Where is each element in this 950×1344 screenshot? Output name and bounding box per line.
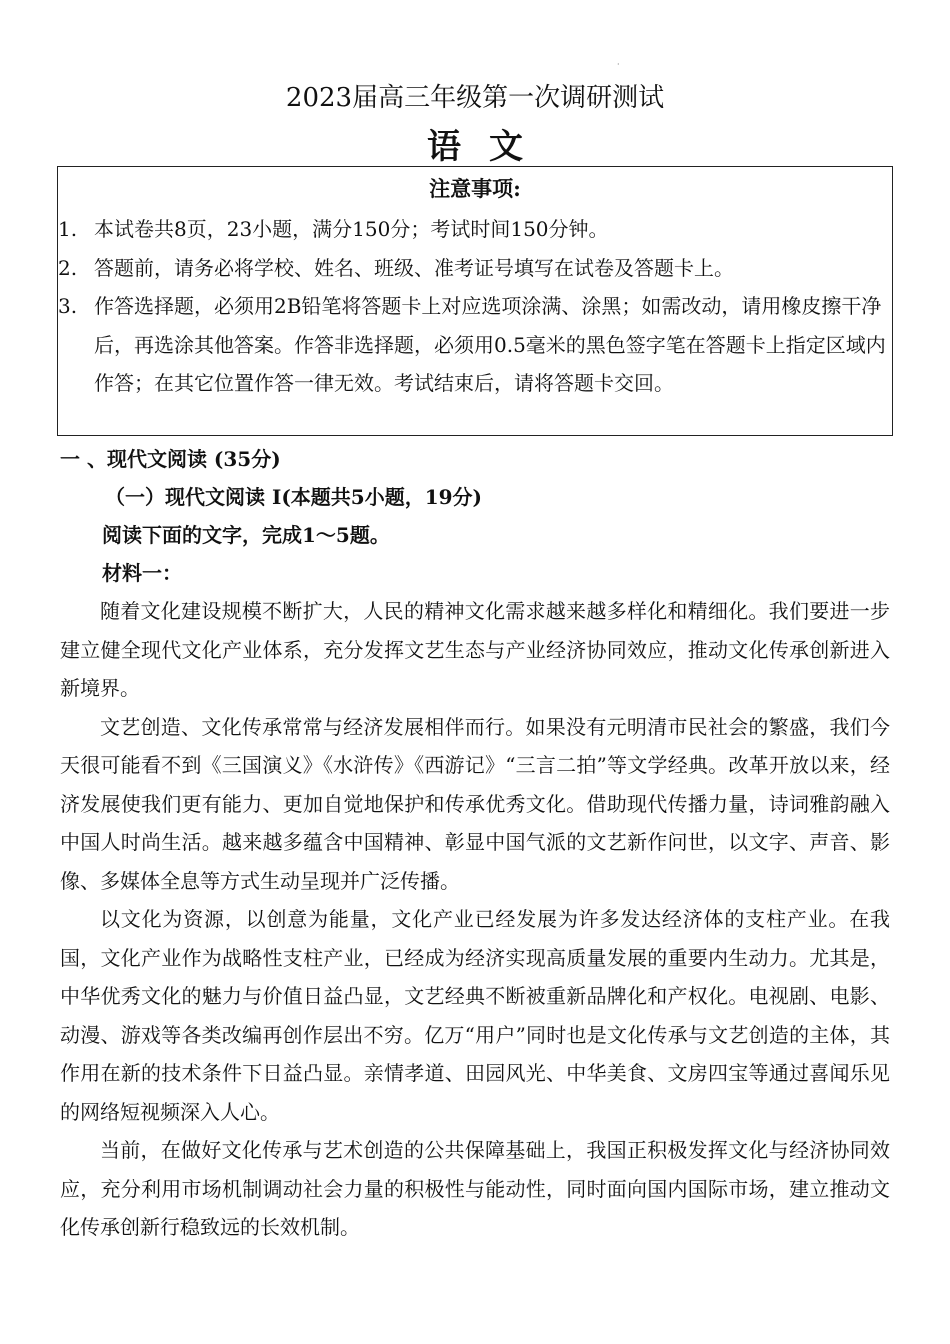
notice-item-number: 2. [58,255,78,280]
notice-item-text: 本试卷共8页，23小题，满分150分；考试时间150分钟。 [94,217,609,241]
notice-item-number: 3. [58,294,78,318]
paragraph: 随着文化建设规模不断扩大，人民的精神文化需求越来越多样化和精细化。我们要进一步建立健全现代文化产业体系，充分发挥文艺生态与产业经济协同效应，推动文化传承创新进入新境界。 [60,599,890,700]
section-heading: 一 、现代文阅读 (35分) [60,447,281,471]
subject-title: 语文 [427,127,551,167]
reading-instruction: 阅读下面的文字，完成1～5题。 [102,523,390,547]
notice-item-number: 1. [58,217,78,241]
notice-list [58,210,892,403]
notice-item [58,249,892,288]
notice-box [57,166,893,436]
notice-item [58,287,892,403]
notice-item [58,210,892,249]
scan-mark: · [617,60,620,69]
exam-title: 2023届高三年级第一次调研测试 [285,83,665,113]
paragraph: 文艺创造、文化传承常常与经济发展相伴而行。如果没有元明清市民社会的繁盛，我们今天很可能看不到《三国演义》《水浒传》《西游记》“三言二拍”等文学经典。改革开放以来，经济发展使我们更有能力、更加自觉地保护和传承优秀文化。借助现代传播力量，诗词雅韵融入中国人时尚生活。越来越多蕴含中国精神、彰显中国气派的文艺新作问世，以文字、声音、影像、多媒体全息等方式生动呈现并广泛传播。 [60,714,890,893]
paragraph: 以文化为资源，以创意为能量，文化产业已经发展为许多发达经济体的支柱产业。在我国，文化产业作为战略性支柱产业，已经成为经济实现高质量发展的重要内生动力。尤其是，中华优秀文化的魅力与价值日益凸显，文艺经典不断被重新品牌化和产权化。电视剧、电影、动漫、游戏等各类改编再创作层出不穷。亿万“用户”同时也是文化传承与文艺创造的主体，其作用在新的技术条件下日益凸显。亲情孝道、田园风光、中华美食、文房四宝等通过喜闻乐见的网络短视频深入人心。 [60,907,890,1124]
subsection-heading: （一）现代文阅读 I(本题共5小题，19分) [105,485,482,509]
notice-title: 注意事项: [429,176,521,201]
notice-item-text: 答题前，请务必将学校、姓名、班级、准考证号填写在试卷及答题卡上。 [94,255,734,280]
material-label: 材料一： [102,561,182,585]
paragraph: 当前，在做好文化传承与艺术创造的公共保障基础上，我国正积极发挥文化与经济协同效应，充分利用市场机制调动社会力量的积极性与能动性，同时面向国内国际市场，建立推动文化传承创新行稳致远的长效机制。 [60,1138,890,1239]
material-text [60,592,890,1247]
notice-item-text: 作答选择题，必须用2B铅笔将答题卡上对应选项涂满、涂黑；如需改动，请用橡皮擦干净后，再选涂其他答案。作答非选择题，必须用0.5毫米的黑色签字笔在答题卡上指定区域内作答；在其它位置作答一律无效。考试结束后，请将答题卡交回。 [94,294,886,395]
